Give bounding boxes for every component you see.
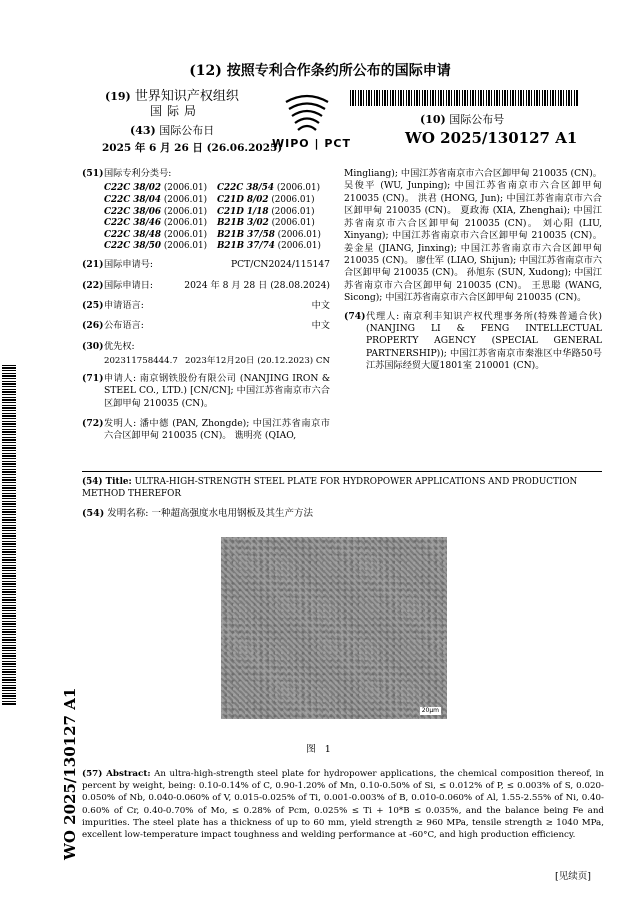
barcode-image [350,90,578,106]
appdate-value: 2024 年 8 月 28 日 (28.08.2024) [184,279,330,291]
priority-number: 202311758444.7 [104,356,178,367]
title-cn-code: (54) [82,508,105,519]
publang-value: 中文 [311,320,330,332]
pubdate-label-text: 国际公布日 [159,124,215,137]
figure-caption: 图 1 [306,744,334,755]
inventor-field [82,418,330,443]
org-code: (19) [105,90,131,103]
wipo-logo-icon [282,92,332,134]
section-divider [82,471,602,472]
applang-value: 中文 [311,299,330,311]
org-name: 世界知识产权组织 [134,89,239,104]
pubdate-code: (43) [130,124,156,137]
priority-date: 2023年12月20日 (20.12.2023) CN [185,356,330,367]
appno-value: PCT/CN2024/115147 [230,259,330,271]
ipc-version: (2006.01) [163,218,208,229]
priority-code: (30) [82,340,104,352]
title-english [82,477,607,501]
ipc-version: (2006.01) [163,195,208,206]
publang-code: (26) [82,320,104,332]
inventor-text: 发明人: 潘中德 (PAN, Zhongde); 中国江苏省南京市六合区卸甲甸 210035 (CN)。 谯明亮 (QIAO, [104,418,330,442]
ipc-class: C22C 38/46 [104,218,162,229]
ipc-class: C22C 38/06 [104,206,162,217]
applang-code: (25) [82,299,104,311]
abstract-code: (57) Abstract: [82,769,151,779]
figure-scale-bar: 20μm [421,706,439,714]
agent-field [344,311,602,373]
ipc-row [104,218,330,230]
title-en-text: ULTRA-HIGH-STRENGTH STEEL PLATE FOR HYDROPOWER APPLICATIONS AND PRODUCTION METHOD THEREFOR [82,477,578,499]
ipc-class: B21B 3/02 [217,218,269,229]
priority-field [82,341,330,353]
ipc-version: (2006.01) [271,206,315,217]
applicant-text: 申请人: 南京钢铁股份有限公司 (NANJING IRON & STEEL CO., LTD.) [CN/CN]; 中国江苏省南京市六合区卸甲甸 210035 (CN)。 [104,372,330,409]
ipc-version: (2006.01) [271,218,315,229]
ipc-version: (2006.01) [277,241,321,252]
ipc-class: B21B 37/58 [217,229,275,240]
publication-language-field [82,320,330,332]
abstract-text: An ultra-high-strength steel plate for hydropower applications, the chemical composition thereof, in percent by weight, being: 0.10-0.14% of C, 0.90-1.20% of Mn, 0.10-0.50% of Si, ≤ 0.012% of P, ≤ 0.003% of S, 0.020-0.050% of Nb, 0.040-0.060% of V, 0.015-0.025% of Ti, 0.001-0.003% of B, 0.010-0.060% of Al, 1.55-2.55% of Ni, 0.40-0.60% of Cr, 0.40-0.70% of Mo, ≤ 0.28% of Pcm, 0.025% ≤ Ti + 10*B ≤ 0.035%, and the balance being Fe and impurities. The steel plate has a thickness of up to 60 mm, yield strength ≥ 960 MPa, tensile strength ≥ 1040 MPa, excellent low-temperature impact toughness and welding performance at -60°C, and high production efficiency. [82,769,604,840]
ipc-class: C22C 38/54 [217,183,275,194]
ipc-class: C22C 38/50 [104,241,162,252]
org-bureau: 国际局 [150,104,202,118]
ipc-class: C21D 8/02 [217,195,269,206]
publication-date-value: 2025 年 6 月 26 日 (26.06.2025) [102,142,283,154]
title-chinese [82,508,313,521]
applang-label: 申请语言: [104,299,144,311]
appno-code: (21) [82,259,104,271]
applicant-code: (71) [82,372,104,384]
ipc-code: (51) [82,168,104,179]
ipc-row [104,183,330,195]
application-language-field [82,300,330,312]
ipc-row [104,230,330,242]
publication-number-label [420,113,504,128]
ipc-class: B21B 37/74 [217,241,275,252]
agent-text: 代理人: 南京利丰知识产权代理事务所(特殊普通合伙) (NANJING LI & FENG INTELLECTUAL PROPERTY AGENCY (SPECIAL GENERAL PARTNERSHIP)); 中国江苏省南京市秦淮区中华路50号江苏国际经贸大厦1801室 210001 (CN)。 [366,310,602,372]
ipc-class: C22C 38/04 [104,195,162,206]
microstructure-figure [221,537,447,719]
ipc-row [104,241,330,253]
agent-code: (74) [344,310,366,322]
title-en-code: (54) Title: [82,477,132,487]
appdate-label: 国际申请日: [104,279,154,291]
priority-label: 优先权: [104,340,135,352]
appdate-code: (22) [82,279,104,291]
publang-label: 公布语言: [104,320,144,332]
application-number-field [82,259,330,271]
ipc-row [104,195,330,207]
inventor-continued: Mingliang); 中国江苏省南京市六合区卸甲甸 210035 (CN)。 吴俊平 (WU, Junping); 中国江苏省南京市六合区卸甲甸 210035 (CN)。 洪君 (HONG, Jun); 中国江苏省南京市六合区卸甲甸 210035 (CN)。 夏政海 (XIA, Zhenghai); 中国江苏省南京市六合区卸甲甸 210035 (CN)。 刘心阳 (LIU, Xinyang); 中国江苏省南京市六合区卸甲甸 210035 (CN)。 姜金星 (JIANG, Jinxing); 中国江苏省南京市六合区卸甲甸 210035 (CN)。 廖仕军 (LIAO, Shijun); 中国江苏省南京市六合区卸甲甸 210035 (CN)。 孙旭东 (SUN, Xudong); 中国江苏省南京市六合区卸甲甸 210035 (CN)。 王思聪 (WANG, Sicong); 中国江苏省南京市六合区卸甲甸 210035 (CN)。 [344,168,602,304]
pubno-label-text: 国际公布号 [449,113,505,126]
ipc-version: (2006.01) [163,229,208,240]
document-title: (12) 按照专利合作条约所公布的国际申请 [189,63,451,79]
ipc-field [82,168,330,180]
wipo-pct-label: WIPO | PCT [272,137,351,150]
ipc-label: 国际专利分类号: [104,168,172,179]
ipc-version: (2006.01) [276,183,321,194]
bibliographic-left-column [82,168,330,446]
ipc-version: (2006.01) [271,195,315,206]
continued-note: [见续页] [555,871,591,882]
publication-date-label [130,124,214,139]
pubno-code: (10) [420,113,446,126]
application-date-field [82,280,330,292]
ipc-version: (2006.01) [163,206,208,217]
priority-entry [104,356,330,368]
ipc-class: C22C 38/02 [104,183,162,194]
ipc-version: (2006.01) [163,241,208,252]
abstract [82,768,604,841]
ipc-version: (2006.01) [163,183,208,194]
ipc-class: C22C 38/48 [104,229,162,240]
applicant-field [82,373,330,410]
side-barcode-image [2,365,16,705]
bibliographic-right-column [344,168,602,376]
ipc-version: (2006.01) [277,229,321,240]
title-cn-text: 发明名称: 一种超高强度水电用钢板及其生产方法 [107,508,313,519]
appno-label: 国际申请号: [104,259,154,271]
inventor-code: (72) [82,418,104,430]
ipc-class: C21D 1/18 [217,206,269,217]
ipc-row [104,207,330,219]
ipc-table [104,183,330,253]
publication-number-value: WO 2025/130127 A1 [405,129,578,147]
side-publication-number: WO 2025/130127 A1 [61,687,79,860]
